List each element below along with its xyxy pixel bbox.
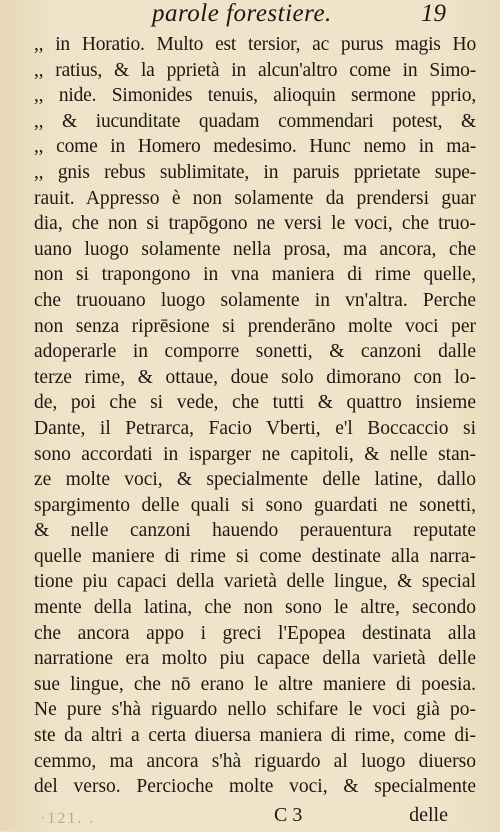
text-line: non senza riprēsione si prenderāno molte voci per [34,315,476,337]
text-line: spargimento delle quali si sono guardati ne sonetti, [34,494,476,516]
text-line: terze rime, & ottaue, doue solo dimorano con lo- [34,366,476,388]
text-line: che truouano luogo solamente in vn'altra. Perche [34,289,476,311]
page-number: 19 [421,0,446,27]
text-line: che ancora appo i greci l'Epopea destinata alla [34,622,476,644]
text-line: ,, ratius, & la pprietà in alcun'altro come in Simo- [34,59,476,81]
text-line: ,, & iucunditate quadam commendari potest, & [34,110,476,132]
text-line: sue lingue, che nō erano le altre maniere di poesia. [34,673,476,695]
page-footer [34,802,476,832]
signature-mark: C 3 [274,803,303,826]
text-line: cemmo, ma ancora s'hà riguardo al luogo diuerso [34,750,476,772]
text-line: del verso. Percioche molte voci, & specialmente [34,776,476,798]
text-line: ze molte voci, & specialmente delle latine, dallo [34,469,476,491]
text-line: adoperarle in comporre sonetti, & canzoni dalle [34,341,476,363]
text-line: dia, che non si trapōgono ne versi le voci, che truo- [34,213,476,235]
text-line: non si trapongono in vna maniera di rime quelle, [34,264,476,286]
catchword: delle [409,803,448,826]
text-line: ,, nide. Simonides tenuis, alioquin sermone pprio, [34,85,476,107]
text-line: narratione era molto piu capace della varietà delle [34,648,476,670]
running-head [34,0,476,32]
text-line: ste da altri a certa diuersa maniera di rime, come di- [34,725,476,747]
show-through-text: ·121. . [40,809,96,827]
text-line: mente della latina, che non sono le altre, secondo [34,597,476,619]
text-line: ,, in Horatio. Multo est tersior, ac purus magis Ho [34,34,476,55]
text-line: uano luogo solamente nella prosa, ma ancora, che [34,238,476,260]
text-line: sono accordati in isparger ne capitoli, & nelle stan- [34,443,476,465]
text-line: de, poi che si vede, che tutti & quattro insieme [34,392,476,414]
text-line: Dante, il Petrarca, Facio Vberti, e'l Boccaccio si [34,417,476,439]
running-title: parole forestiere. [152,0,332,27]
text-line: ,, come in Homero medesimo. Hunc nemo in ma- [34,136,476,158]
text-line: tione piu capaci della varietà delle lingue, & special [34,571,476,593]
text-line: rauit. Appresso è non solamente da prendersi guar [34,187,476,209]
text-line: ,, gnis rebus sublimitate, in paruis pprietate supe- [34,161,476,183]
text-line: Ne pure s'hà riguardo nello schifare le voci già po- [34,699,476,721]
text-line: & nelle canzoni hauendo perauentura reputate [34,520,476,542]
text-line: quelle maniere di rime si come destinate alla narra- [34,545,476,567]
body-text [34,32,476,800]
